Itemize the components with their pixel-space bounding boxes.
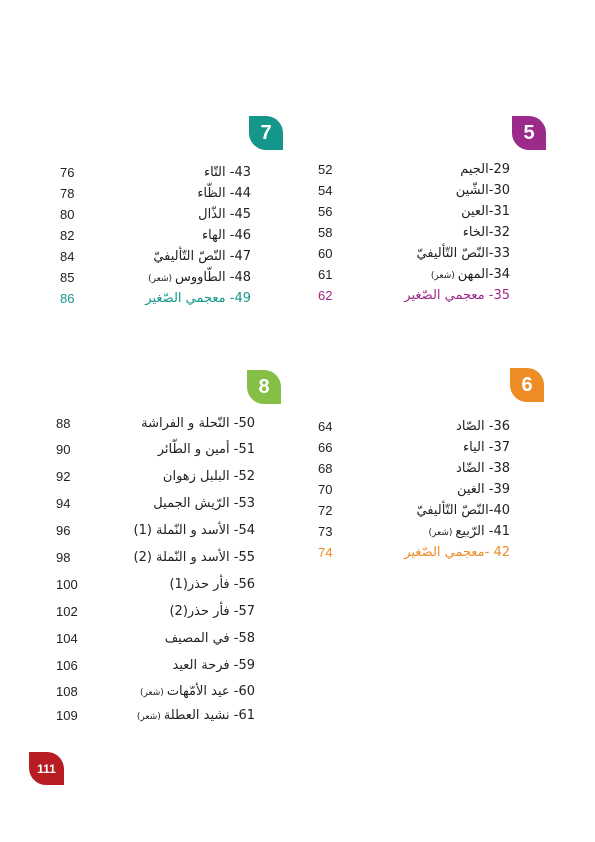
list-item[interactable] [56, 521, 255, 541]
list-item[interactable] [60, 163, 251, 183]
page-ref: 104 [56, 631, 78, 646]
page-ref: 58 [318, 225, 333, 240]
poem-tag: (شعر) [139, 688, 164, 698]
lesson-title: 54- الأسد و النّملة (1) [133, 523, 255, 538]
page-ref: 88 [56, 416, 71, 431]
lesson-title: 56- فأر حذر(1) [169, 577, 255, 592]
unit-7-badge: 7 [249, 116, 283, 150]
lesson-title: 58- في المصيف [164, 631, 255, 646]
page-ref: 96 [56, 523, 71, 538]
page-ref: 68 [318, 461, 333, 476]
page-ref: 86 [60, 291, 75, 306]
page-ref: 56 [318, 204, 333, 219]
lesson-title: 32-الخاء [462, 225, 510, 240]
lesson-title: 29-الجيم [460, 162, 510, 177]
list-item[interactable] [318, 223, 510, 243]
page-ref: 54 [318, 183, 333, 198]
lesson-title: 49- معجمي الصّغير [145, 291, 251, 306]
list-item[interactable] [318, 265, 510, 285]
page-ref: 108 [56, 684, 78, 699]
page-ref: 92 [56, 469, 71, 484]
lesson-title: 50- النّحلة و الفراشة [141, 416, 255, 431]
list-item[interactable] [318, 181, 510, 201]
list-item[interactable] [318, 480, 510, 500]
unit-6-lessons [318, 417, 510, 563]
lesson-title: 47- النّصّ التّأليفيّ [153, 249, 251, 264]
unit-8-badge: 8 [247, 370, 281, 404]
page-ref: 52 [318, 162, 333, 177]
lesson-title [148, 268, 251, 289]
lesson-title-text: 61- نشيد العطلة [163, 708, 255, 723]
page-ref: 62 [318, 288, 333, 303]
poem-tag: (شعر) [148, 274, 172, 284]
list-item[interactable] [56, 467, 255, 487]
list-item[interactable] [56, 656, 255, 676]
poem-tag: (شعر) [428, 528, 453, 538]
list-item[interactable] [56, 575, 255, 595]
list-item[interactable] [60, 268, 251, 288]
lesson-title: 42 -معجمي الصّغير [404, 545, 510, 560]
list-item[interactable] [318, 543, 510, 563]
list-item[interactable] [318, 438, 510, 458]
lesson-title: 30-الشّين [455, 183, 510, 198]
lesson-title: 31-العين [461, 204, 510, 219]
list-item[interactable] [60, 289, 251, 309]
lesson-title: 53- الرّيش الجميل [153, 496, 255, 511]
list-item[interactable] [56, 629, 255, 649]
lesson-title-text: 41- الرّبيع [455, 524, 510, 539]
lesson-title: 39- الغين [456, 482, 510, 497]
page-ref: 66 [318, 440, 333, 455]
page-ref: 106 [56, 658, 78, 673]
list-item[interactable] [56, 414, 255, 434]
list-item[interactable] [318, 459, 510, 479]
page-ref: 82 [60, 228, 75, 243]
lesson-title: 37- الياء [463, 440, 510, 455]
lesson-title: 43- التّاء [204, 165, 251, 180]
page-ref: 73 [318, 524, 333, 539]
lesson-title: 36- الصّاد [456, 419, 510, 434]
list-item[interactable] [318, 202, 510, 222]
list-item[interactable] [56, 494, 255, 514]
page-ref: 94 [56, 496, 71, 511]
lesson-title: 33-النّصّ التّأليفيّ [416, 246, 510, 261]
list-item[interactable] [60, 226, 251, 246]
lesson-title [431, 265, 510, 286]
list-item[interactable] [56, 602, 255, 622]
unit-5-lessons [318, 160, 510, 306]
lesson-title-text: 34-المهن [457, 267, 510, 282]
lesson-title-text: 48- الطّاووس [175, 270, 251, 285]
page-ref: 102 [56, 604, 78, 619]
lesson-title: 59- فرحة العيد [172, 658, 255, 673]
lesson-title: 35- معجمي الصّغير [404, 288, 510, 303]
list-item[interactable] [56, 440, 255, 460]
lesson-title [429, 522, 510, 543]
page-ref: 80 [60, 207, 75, 222]
lesson-title: 55- الأسد و النّملة (2) [133, 550, 255, 565]
lesson-title: 57- فأر حذر(2) [169, 604, 255, 619]
unit-8-lessons [56, 414, 255, 724]
lesson-title [137, 706, 255, 727]
lesson-title-text: 60- عيد الأمّهات [166, 684, 255, 699]
list-item[interactable] [56, 682, 255, 702]
page-ref: 85 [60, 270, 75, 285]
list-item[interactable] [318, 160, 510, 180]
list-item[interactable] [56, 548, 255, 568]
lesson-title: 51- أمين و الطّائر [157, 442, 255, 457]
unit-6-badge: 6 [510, 368, 544, 402]
list-item[interactable] [318, 244, 510, 264]
page-ref: 70 [318, 482, 333, 497]
page-ref: 61 [318, 267, 333, 282]
unit-5-badge: 5 [512, 116, 546, 150]
page-ref: 90 [56, 442, 71, 457]
list-item[interactable] [60, 247, 251, 267]
list-item[interactable] [60, 205, 251, 225]
page-ref: 74 [318, 545, 333, 560]
lesson-title: 45- الذّال [198, 207, 251, 222]
list-item[interactable] [318, 286, 510, 306]
lesson-title: 40-النّصّ التّأليفيّ [416, 503, 510, 518]
list-item[interactable] [56, 706, 255, 726]
lesson-title: 46- الهاء [201, 228, 251, 243]
lesson-title [140, 682, 255, 703]
page-ref: 84 [60, 249, 75, 264]
page-ref: 64 [318, 419, 333, 434]
unit-7-lessons [60, 163, 251, 309]
page-ref: 72 [318, 503, 333, 518]
poem-tag: (شعر) [430, 271, 455, 281]
list-item[interactable] [60, 184, 251, 204]
list-item[interactable] [318, 501, 510, 521]
poem-tag: (شعر) [136, 712, 161, 722]
page-ref: 76 [60, 165, 75, 180]
lesson-title: 38- الضّاد [456, 461, 510, 476]
list-item[interactable] [318, 522, 510, 542]
page-ref: 60 [318, 246, 333, 261]
page-ref: 100 [56, 577, 78, 592]
lesson-title: 44- الظّاء [197, 186, 251, 201]
page-ref: 78 [60, 186, 75, 201]
lesson-title: 52- البلبل زهوان [162, 469, 255, 484]
page-ref: 109 [56, 708, 78, 723]
page-number: 111 [29, 752, 64, 785]
list-item[interactable] [318, 417, 510, 437]
page-ref: 98 [56, 550, 71, 565]
